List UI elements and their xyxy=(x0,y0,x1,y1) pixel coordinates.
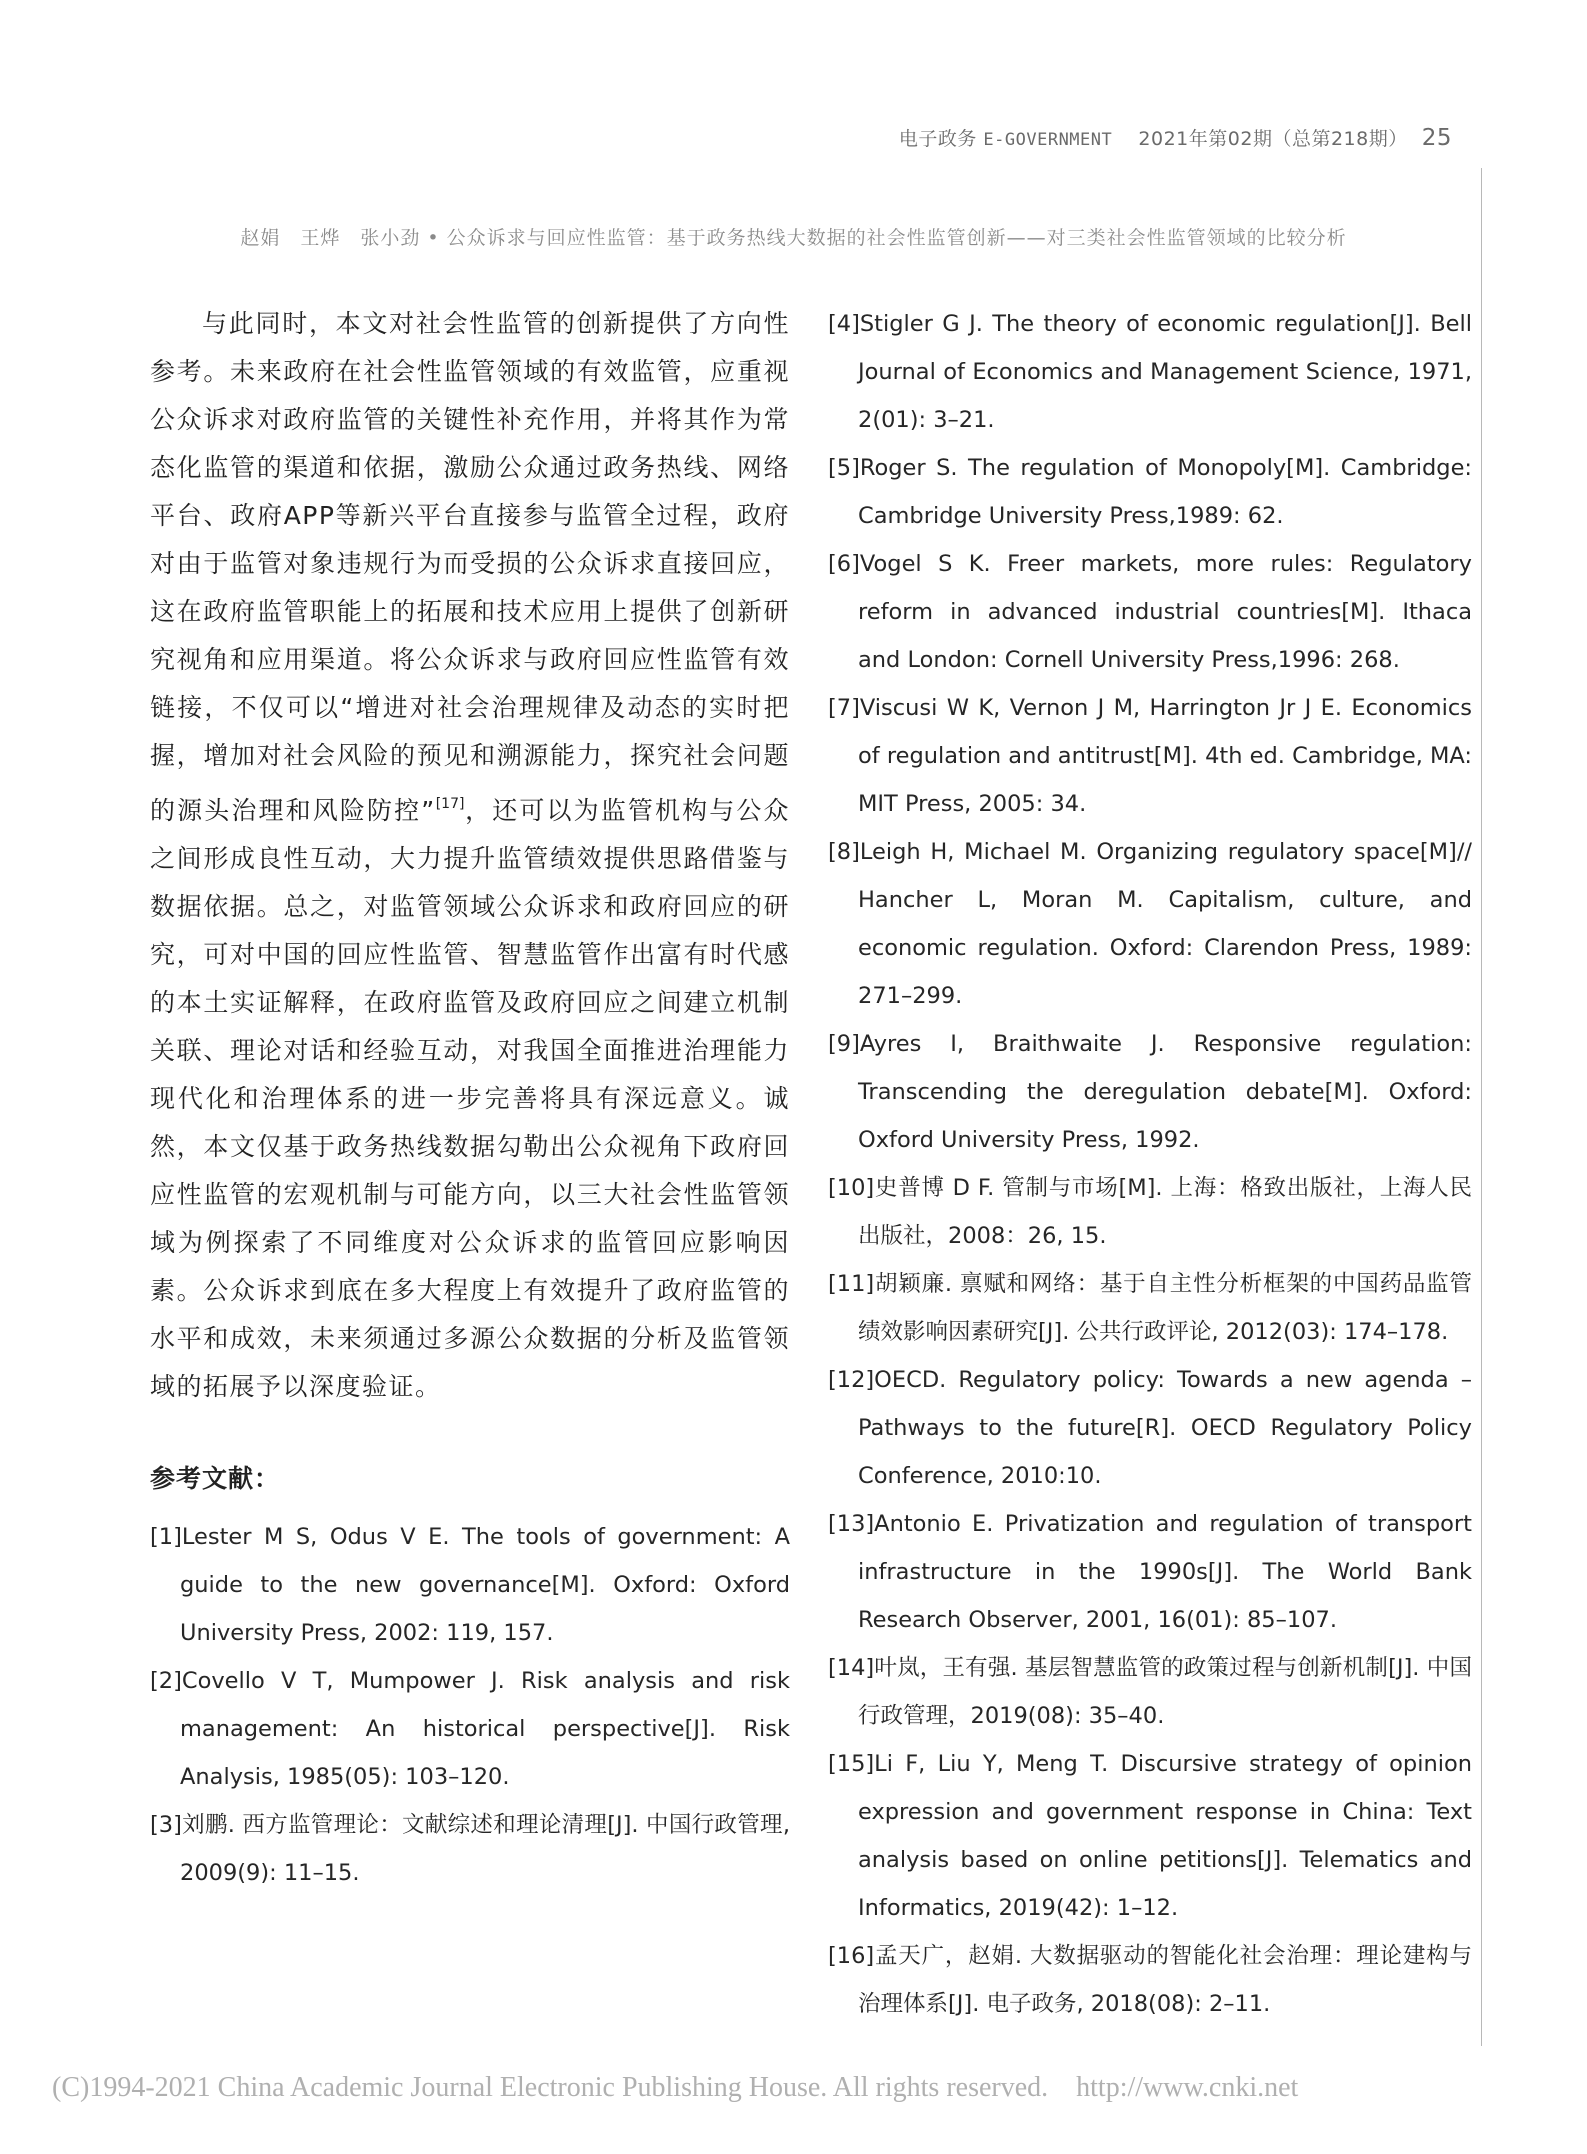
reference-item: [8]Leigh H, Michael M. Organizing regulatory space[M]// Hancher L, Moran M. Capitalism, culture, and economic regulation. Oxford: Clarendon Press, 1989: 271–299. xyxy=(828,839,1472,1009)
journal-header xyxy=(899,124,1452,151)
reference-item: [5]Roger S. The regulation of Monopoly[M]. Cambridge: Cambridge University Press,1989: 62. xyxy=(828,455,1472,529)
reference-item: [16]孟天广，赵娟. 大数据驱动的智能化社会治理：理论建构与治理体系[J]. 电子政务, 2018(08): 2–11. xyxy=(828,1943,1472,2017)
cnki-url: http://www.cnki.net xyxy=(1076,2072,1299,2103)
reference-item: [13]Antonio E. Privatization and regulation of transport infrastructure in the 1990s[J]. The World Bank Research Observer, 2001, 16(01): 85–107. xyxy=(828,1511,1472,1633)
reference-item: [4]Stigler G J. The theory of economic regulation[J]. Bell Journal of Economics and Management Science, 1971, 2(01): 3–21. xyxy=(828,311,1472,433)
reference-item: [12]OECD. Regulatory policy: Towards a new agenda – Pathways to the future[R]. OECD Regulatory Policy Conference, 2010:10. xyxy=(828,1367,1472,1489)
reference-item: [15]Li F, Liu Y, Meng T. Discursive strategy of opinion expression and government response in China: Text analysis based on online petitions[J]. Telematics and Informatics, 2019(42): 1–12. xyxy=(828,1751,1472,1921)
reference-item: [14]叶岚，王有强. 基层智慧监管的政策过程与创新机制[J]. 中国行政管理，2019(08): 35–40. xyxy=(828,1655,1472,1729)
left-column xyxy=(150,300,790,1897)
reference-item: [9]Ayres I, Braithwaite J. Responsive regulation: Transcending the deregulation debate[M]. Oxford: Oxford University Press, 1992. xyxy=(828,1031,1472,1153)
reference-item: [10]史普博 D F. 管制与市场[M]. 上海：格致出版社，上海人民出版社，2008：26, 15. xyxy=(828,1175,1472,1249)
journal-name-en: E-GOVERNMENT xyxy=(983,130,1113,150)
margin-rule xyxy=(1481,168,1482,2046)
right-column xyxy=(828,300,1472,2028)
references-heading: 参考文献： xyxy=(150,1464,281,1493)
reference-item: [3]刘鹏. 西方监管理论：文献综述和理论清理[J]. 中国行政管理, 2009(9): 11–15. xyxy=(150,1812,790,1886)
copyright-text: (C)1994-2021 China Academic Journal Electronic Publishing House. All rights reserved. xyxy=(52,2072,1049,2103)
reference-item: [6]Vogel S K. Freer markets, more rules: Regulatory reform in advanced industrial countries[M]. Ithaca and London: Cornell University Press,1996: 268. xyxy=(828,551,1472,673)
body-text-part-1: 与此同时，本文对社会性监管的创新提供了方向性参考。未来政府在社会性监管领域的有效监管，应重视公众诉求对政府监管的关键性补充作用，并将其作为常态化监管的渠道和依据，激励公众通过政务热线、网络平台、政府APP等新兴平台直接参与监管全过程，政府对由于监管对象违规行为而受损的公众诉求直接回应，这在政府监管职能上的拓展和技术应用上提供了创新研究视角和应用渠道。将公众诉求与政府回应性监管有效链接，不仅可以“增进对社会治理规律及动态的实时把握，增加对社会风险的预见和溯源能力，探究社会问题的源头治理和风险防控” xyxy=(150,309,790,825)
running-head: 赵娟 王烨 张小劲 • 公众诉求与回应性监管：基于政务热线大数据的社会性监管创新——对三类社会性监管领域的比较分析 xyxy=(240,227,1347,249)
body-text-part-2: ，还可以为监管机构与公众之间形成良性互动，大力提升监管绩效提供思路借鉴与数据依据。总之，对监管领域公众诉求和政府回应的研究，可对中国的回应性监管、智慧监管作出富有时代感的本土实证解释，在政府监管及政府回应之间建立机制关联、理论对话和经验互动，对我国全面推进治理能力现代化和治理体系的进一步完善将具有深远意义。诚然，本文仅基于政务热线数据勾勒出公众视角下政府回应性监管的宏观机制与可能方向，以三大社会性监管领域为例探索了不同维度对公众诉求的监管回应影响因素。公众诉求到底在多大程度上有效提升了政府监管的水平和成效，未来须通过多源公众数据的分析及监管领域的拓展予以深度验证。 xyxy=(150,796,790,1401)
body-paragraph xyxy=(150,300,790,1411)
reference-item: [11]胡颖廉. 禀赋和网络：基于自主性分析框架的中国药品监管绩效影响因素研究[J]. 公共行政评论, 2012(03): 174–178. xyxy=(828,1271,1472,1345)
citation-superscript: [17] xyxy=(435,796,465,812)
page-number: 25 xyxy=(1421,125,1452,151)
issue-info: 2021年第02期（总第218期） xyxy=(1138,128,1408,150)
journal-name: 电子政务 xyxy=(898,128,984,150)
copyright-footer xyxy=(52,2072,1298,2104)
reference-item: [1]Lester M S, Odus V E. The tools of government: A guide to the new governance[M]. Oxford: Oxford University Press, 2002: 119, 157. xyxy=(150,1524,790,1646)
reference-item: [7]Viscusi W K, Vernon J M, Harrington Jr J E. Economics of regulation and antitrust[M]. 4th ed. Cambridge, MA: MIT Press, 2005: 34. xyxy=(828,695,1472,817)
reference-item: [2]Covello V T, Mumpower J. Risk analysis and risk management: An historical perspective[J]. Risk Analysis, 1985(05): 103–120. xyxy=(150,1668,790,1790)
